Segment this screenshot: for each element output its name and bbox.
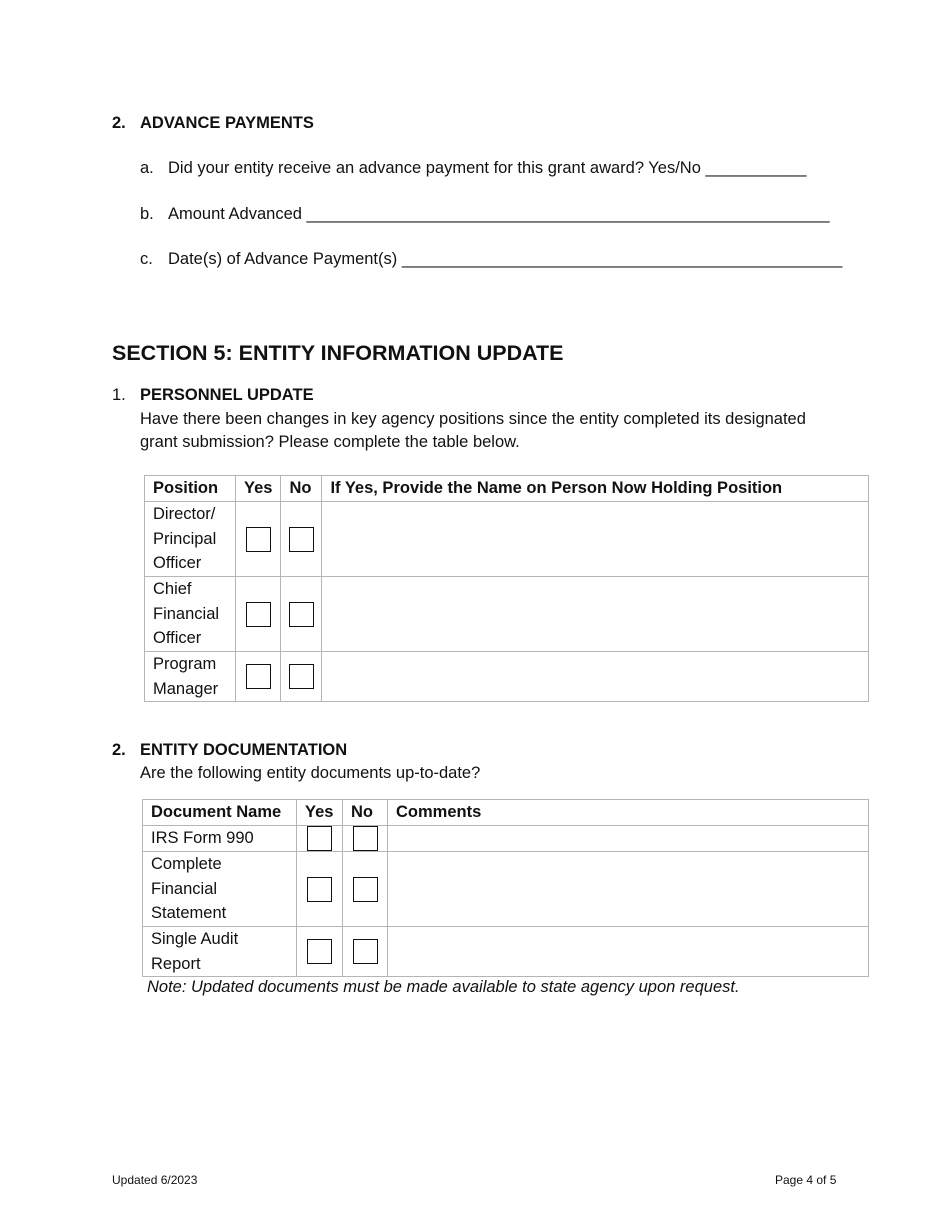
position-cell <box>145 502 236 577</box>
advance-question-c <box>140 250 842 269</box>
position-cell <box>145 577 236 652</box>
yes-checkbox[interactable] <box>307 826 332 851</box>
no-checkbox[interactable] <box>289 527 314 552</box>
no-checkbox[interactable] <box>289 664 314 689</box>
documentation-description: Are the following entity documents up-to-date? <box>140 764 481 782</box>
column-header: Document Name <box>143 800 297 826</box>
yes-checkbox[interactable] <box>307 877 332 902</box>
column-header: Yes <box>236 476 281 502</box>
section-title: SECTION 5: ENTITY INFORMATION UPDATE <box>112 341 564 365</box>
advance-question-b <box>140 205 830 224</box>
yes-cell <box>297 852 343 927</box>
footer-updated: Updated 6/2023 <box>112 1173 198 1187</box>
documentation-number: 2. <box>112 741 126 759</box>
yes-cell <box>297 826 343 852</box>
column-header: Comments <box>388 800 869 826</box>
yes-cell <box>236 652 281 702</box>
document-name-line: IRS Form 990 <box>151 829 254 848</box>
personnel-update-heading <box>112 386 314 405</box>
no-checkbox[interactable] <box>289 602 314 627</box>
yes-checkbox[interactable] <box>246 527 271 552</box>
position-line: Financial <box>153 604 220 623</box>
question-letter: b. <box>140 205 154 223</box>
footer-page-number: Page 4 of 5 <box>775 1173 837 1187</box>
column-header: No <box>343 800 388 826</box>
no-cell <box>281 652 322 702</box>
table-row <box>143 852 869 927</box>
document-name-cell <box>143 852 297 927</box>
personnel-description: Have there been changes in key agency positions since the entity completed its designated grant submission? Please complete the table below. <box>140 410 806 451</box>
name-input-cell[interactable] <box>322 652 869 702</box>
document-name-line: Report <box>151 954 201 973</box>
documentation-table <box>142 799 869 977</box>
question-text: Did your entity receive an advance payment for this grant award? Yes/No ___________ <box>168 159 807 177</box>
column-header: No <box>281 476 322 502</box>
comments-cell[interactable] <box>388 852 869 927</box>
no-cell <box>343 826 388 852</box>
advance-payments-number: 2. <box>112 114 126 132</box>
question-text: Date(s) of Advance Payment(s) ________________________________________________ <box>168 250 843 268</box>
personnel-number: 1. <box>112 386 126 404</box>
column-header: Position <box>145 476 236 502</box>
question-letter: a. <box>140 159 154 177</box>
advance-payments-title: ADVANCE PAYMENTS <box>140 114 314 132</box>
position-line: Manager <box>153 679 219 698</box>
documentation-title: ENTITY DOCUMENTATION <box>140 741 348 759</box>
yes-cell <box>236 577 281 652</box>
personnel-title: PERSONNEL UPDATE <box>140 386 314 404</box>
advance-payments-heading <box>112 114 314 133</box>
yes-checkbox[interactable] <box>246 664 271 689</box>
question-text: Amount Advanced _________________________________________________________ <box>168 205 830 223</box>
comments-cell[interactable] <box>388 826 869 852</box>
no-checkbox[interactable] <box>353 877 378 902</box>
personnel-table <box>144 475 869 702</box>
table-row <box>143 927 869 977</box>
document-name-line: Complete <box>151 855 222 874</box>
column-header: If Yes, Provide the Name on Person Now Holding Position <box>322 476 869 502</box>
document-name-cell <box>143 826 297 852</box>
name-input-cell[interactable] <box>322 577 869 652</box>
position-line: Program <box>153 655 217 673</box>
comments-cell[interactable] <box>388 927 869 977</box>
no-checkbox[interactable] <box>353 939 378 964</box>
column-header: Yes <box>297 800 343 826</box>
advance-question-a <box>140 159 806 178</box>
position-cell <box>145 652 236 702</box>
question-letter: c. <box>140 250 153 268</box>
yes-checkbox[interactable] <box>307 939 332 964</box>
position-line: Officer <box>153 629 202 648</box>
table-row <box>145 652 869 702</box>
yes-cell <box>297 927 343 977</box>
no-cell <box>343 927 388 977</box>
table-row <box>145 502 869 577</box>
position-line: Director/ <box>153 505 216 524</box>
document-name-line: Single Audit <box>151 930 239 949</box>
table-row <box>145 577 869 652</box>
document-name-cell <box>143 927 297 977</box>
no-checkbox[interactable] <box>353 826 378 851</box>
table-row <box>143 826 869 852</box>
yes-cell <box>236 502 281 577</box>
position-line: Principal <box>153 529 217 548</box>
yes-checkbox[interactable] <box>246 602 271 627</box>
position-line: Officer <box>153 554 202 573</box>
document-name-line: Statement <box>151 904 227 923</box>
table-header-row <box>145 476 869 502</box>
documentation-note: Note: Updated documents must be made available to state agency upon request. <box>147 978 740 996</box>
entity-documentation-heading <box>112 741 347 760</box>
no-cell <box>281 577 322 652</box>
no-cell <box>281 502 322 577</box>
table-header-row <box>143 800 869 826</box>
name-input-cell[interactable] <box>322 502 869 577</box>
document-name-line: Financial <box>151 879 218 898</box>
position-line: Chief <box>153 580 192 599</box>
no-cell <box>343 852 388 927</box>
